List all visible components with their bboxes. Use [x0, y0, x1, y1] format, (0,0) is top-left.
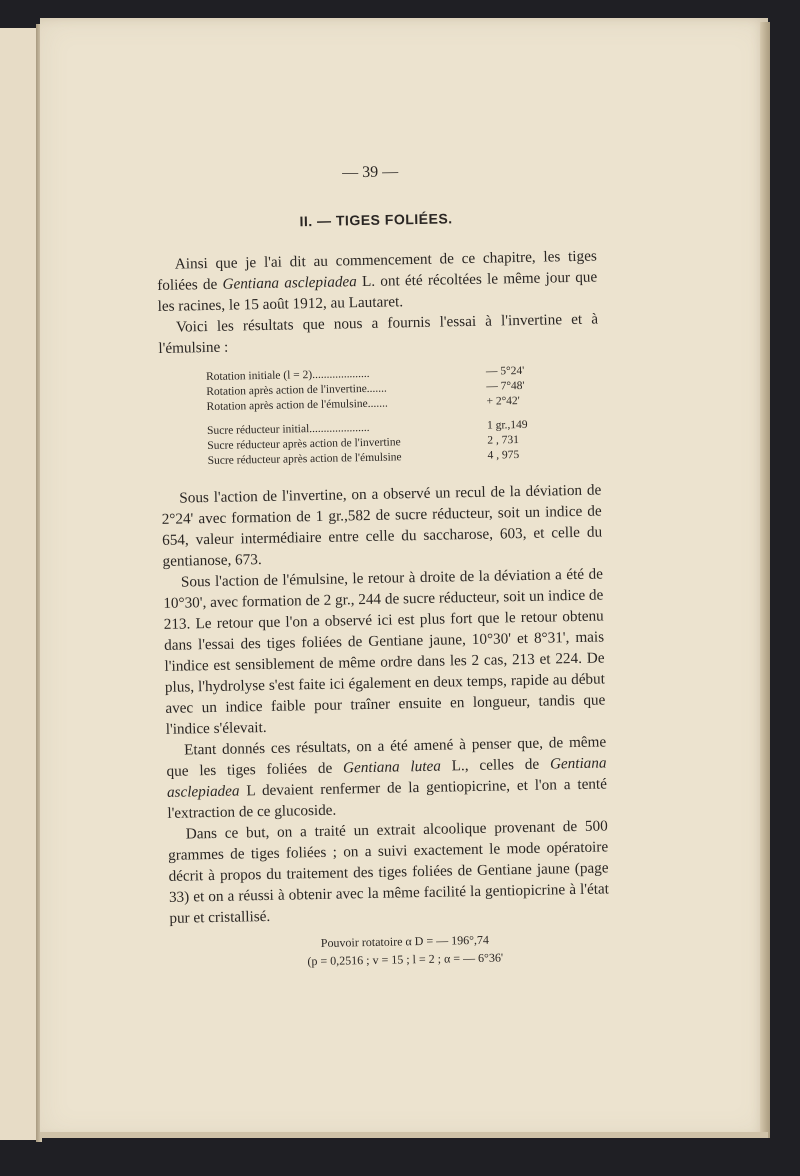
paragraph-text: L., celles de [440, 755, 551, 775]
paragraph-hypothesis [166, 731, 608, 823]
result-label: Sucre réducteur après action de l'invertine [207, 436, 401, 453]
paragraph-emulsine: Sous l'action de l'émulsine, le retour à droite de la déviation a été de 10°30', avec formation de 2 gr., 244 de sucre réducteur, soit un indice de 213. Le retour que l'on a observé ici est plus fort que le retour obtenu dans l'essai des tiges foliées de Gentiane jaune, 10°30' et 8°31', mais l'indice est sensiblement de même ordre dans les 2 cas, 213 et 224. De plus, l'hydrolyse s'est faite ici également en deux temps, rapide au début avec un indice faible pour traîner ensuite en longueur, tandis que l'indice s'élevait. [163, 565, 606, 738]
paragraph-text: Ainsi que je l'ai dit au commencement de ce chapitre, les tiges foliées de [157, 247, 597, 294]
page-bottom-edge [40, 1132, 768, 1138]
result-value: + 2°42' [486, 395, 520, 408]
result-label: Rotation initiale (l = 2).................... [205, 367, 370, 384]
result-value: — 7°48' [486, 379, 525, 393]
result-value: 1 gr.,149 [486, 418, 528, 432]
paragraph-intro [157, 246, 598, 317]
result-label: Rotation après action de l'invertine....... [206, 382, 387, 399]
species-name: Gentiana lutea [342, 757, 441, 777]
species-name: Gentiana asclepiadea [166, 754, 607, 801]
paragraph-text: L. ont été récoltées le même jour que les racines, le 15 août 1912, au Lautaret. [157, 268, 598, 315]
paragraph-results-intro: Voici les résultats que nous a fournis l'essai à l'invertine et à l'émulsine : [158, 310, 599, 357]
result-value: — 5°24' [485, 364, 525, 378]
paragraph-invertine: Sous l'action de l'invertine, on a observé un recul de la déviation de 2°24' avec formation de 1 gr.,582 de sucre réducteur, soit un indice de 654, valeur intermédiaire entre celle du saccharose, 603, et celle du gentianose, 673. [161, 481, 603, 570]
page-stack-edge [760, 22, 770, 1138]
paragraph-text: Etant donnés ces résultats, on a été amené à penser que, de même que les tiges foliées de [166, 733, 607, 780]
species-name: Gentiana asclepiadea [222, 273, 357, 293]
formula-line: (p = 0,2516 ; v = 15 ; l = 2 ; α = — 6°36' [307, 950, 504, 969]
result-value: 2 , 731 [487, 434, 520, 447]
result-label: Sucre réducteur après action de l'émulsine [207, 451, 402, 468]
results-table [206, 363, 601, 470]
result-label: Rotation après action de l'émulsine....... [206, 397, 388, 414]
paragraph-text: L devaient renfermer de la gentiopicrine, et l'on a tenté l'extraction de ce glucoside. [167, 775, 608, 822]
paragraph-extraction: Dans ce but, on a traité un extrait alcoolique provenant de 500 grammes de tiges foliées ; on a suivi exactement le mode opératoire décrit à propos du traitement des tiges foliées de Gentiane jaune (page 33) et on a réussi à obtenir avec la même facilité la gentiopicrine à l'état pur et cristallisé. [168, 817, 610, 927]
left-page-edge [0, 28, 38, 1140]
page-content [155, 160, 610, 973]
formula-line: Pouvoir rotatoire α D = — 196°,74 [320, 932, 490, 950]
result-value: 4 , 975 [487, 449, 520, 462]
section-heading: II. — TIGES FOLIÉES. [299, 210, 453, 230]
page-number: — 39 — [341, 163, 399, 182]
result-label: Sucre réducteur initial..................... [206, 421, 370, 438]
